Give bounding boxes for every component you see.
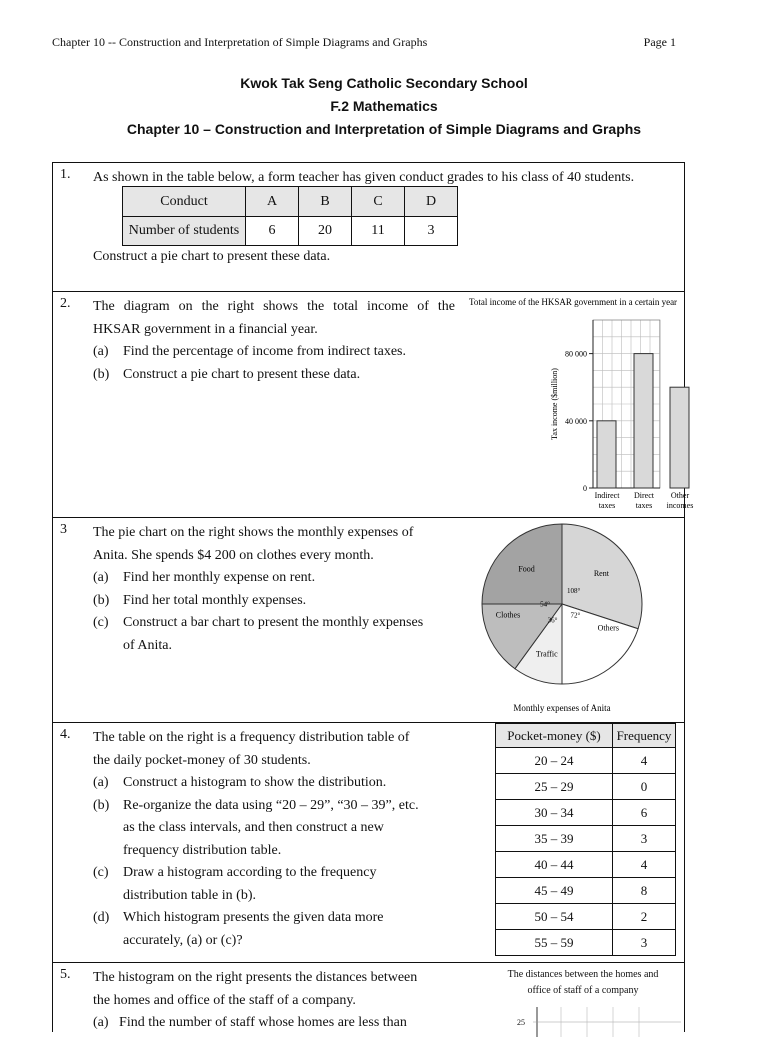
question-4 <box>52 722 685 962</box>
table-row: 40 – 44 4 <box>496 852 676 878</box>
question-text <box>93 522 463 657</box>
question-number: 5. <box>60 967 71 982</box>
table-header: Frequency <box>613 724 676 748</box>
table-row: 55 – 59 3 <box>496 930 676 956</box>
table-cell: Conduct <box>123 187 246 217</box>
question-line: HKSAR government in a financial year. <box>93 321 318 337</box>
question-text <box>93 296 455 386</box>
table-cell: B <box>299 187 352 217</box>
question-text: As shown in the table below, a form teacher has given conduct grades to his class of 40 students. <box>93 170 635 185</box>
slice-label: Food <box>518 564 535 574</box>
table-row: 20 – 24 4 <box>496 748 676 774</box>
sub-question-a: (a) Construct a histogram to show the distribution. <box>93 775 387 790</box>
table-cell: A <box>246 187 299 217</box>
x-tick-label: Indirect <box>594 491 620 500</box>
table-cell: 20 <box>299 217 352 246</box>
subject-title: F.2 Mathematics <box>330 98 438 114</box>
pocket-money-table <box>495 723 676 956</box>
x-tick-label: Other <box>670 491 690 500</box>
table-cell: 6 <box>246 217 299 246</box>
conduct-table <box>122 186 458 246</box>
sub-question-c: (c) Draw a histogram according to the frequency distribution table in (b). <box>93 865 377 903</box>
y-axis-label: Tax income ($million) <box>550 368 559 440</box>
sub-question-a: (a) Find her monthly expense on rent. <box>93 570 316 585</box>
x-tick-label: Direct <box>634 491 654 500</box>
question-line: the daily pocket-money of 30 students. <box>93 752 311 768</box>
x-tick-label: taxes <box>635 501 653 510</box>
y-tick-label: 80 000 <box>565 349 587 359</box>
table-row: 35 – 39 3 <box>496 826 676 852</box>
bar <box>597 421 616 488</box>
table-cell: 3 <box>405 217 458 246</box>
table-cell: Number of students <box>123 217 246 246</box>
slice-label: Rent <box>593 569 609 579</box>
question-3 <box>52 517 685 722</box>
question-1 <box>52 162 685 291</box>
slice-label: Traffic <box>535 649 558 659</box>
table-row: 50 – 54 2 <box>496 904 676 930</box>
histogram-grid-partial <box>531 1007 681 1037</box>
table-row: 25 – 29 0 <box>496 774 676 800</box>
page-number: Page 1 <box>643 35 676 49</box>
sub-question-c: (c) Construct a bar chart to present the monthly expenses <box>93 615 424 630</box>
question-2 <box>52 291 694 517</box>
expenses-pie-chart <box>483 518 683 722</box>
x-tick-label: incomes <box>666 501 694 510</box>
sub-question-b: (b) Find her total monthly expenses. <box>93 592 307 608</box>
question-line: The pie chart on the right shows the monthly expenses of <box>93 525 414 540</box>
histogram-title: The distances between the homes and office of staff of a company <box>507 969 659 996</box>
table-row: 30 – 34 6 <box>496 800 676 826</box>
question-text <box>93 727 453 952</box>
sub-question-b: (b) Construct a pie chart to present these data. <box>93 366 361 382</box>
question-text <box>93 967 453 1035</box>
question-number: 2. <box>60 296 71 311</box>
running-header: Chapter 10 -- Construction and Interpretation of Simple Diagrams and Graphs <box>52 35 428 49</box>
sub-question-b: (b) Re-organize the data using “20 – 29”, “30 – 39”, etc. as the class intervals, and then construct a new frequency distribution table. <box>93 797 419 858</box>
chapter-title: Chapter 10 – Construction and Interpretation of Simple Diagrams and Graphs <box>126 121 642 137</box>
angle-label: 72° <box>570 611 581 620</box>
angle-label: 108° <box>566 587 581 596</box>
income-bar-chart <box>465 292 694 517</box>
question-line: The table on the right is a frequency distribution table of <box>93 730 410 745</box>
school-name: Kwok Tak Seng Catholic Secondary School <box>240 75 528 91</box>
chart-title: Total income of the HKSAR government in a certain year <box>469 297 678 307</box>
sub-question-a: (a) Find the number of staff whose homes are less than <box>93 1015 407 1030</box>
y-tick-label: 0 <box>583 484 587 493</box>
sub-question-a: (a) Find the percentage of income from indirect taxes. <box>93 344 407 359</box>
question-number: 4. <box>60 727 71 742</box>
bar <box>634 354 653 488</box>
question-line: Anita. She spends $4 200 on clothes every month. <box>93 547 374 563</box>
question-line: The diagram on the right shows the total income of the <box>93 299 455 314</box>
question-line: The histogram on the right presents the distances between <box>93 970 418 985</box>
question-number: 3 <box>60 522 67 537</box>
sub-question-d: (d) Which histogram presents the given data more accurately, (a) or (c)? <box>93 910 384 948</box>
table-row: 45 – 49 8 <box>496 878 676 904</box>
bar <box>670 387 689 488</box>
histogram-tick-label: 25 <box>517 1018 525 1027</box>
slice-label: Others <box>597 623 619 633</box>
table-cell: D <box>405 187 458 217</box>
title-block <box>0 72 768 141</box>
slice-label: Clothes <box>495 610 521 620</box>
sub-question-c-cont: of Anita. <box>123 637 172 653</box>
question-task: Construct a pie chart to present these data. <box>93 249 331 264</box>
table-header: Pocket-money ($) <box>496 724 613 748</box>
angle-label: 36° <box>547 616 558 625</box>
chart-title: Monthly expenses of Anita <box>513 703 611 713</box>
table-cell: C <box>352 187 405 217</box>
question-line: the homes and office of the staff of a company. <box>93 992 356 1008</box>
x-tick-label: taxes <box>598 501 616 510</box>
angle-label: 54° <box>540 600 550 609</box>
question-5 <box>52 962 685 1032</box>
question-number: 1. <box>60 167 71 182</box>
table-cell: 11 <box>352 217 405 246</box>
y-tick-label: 40 000 <box>565 416 587 426</box>
